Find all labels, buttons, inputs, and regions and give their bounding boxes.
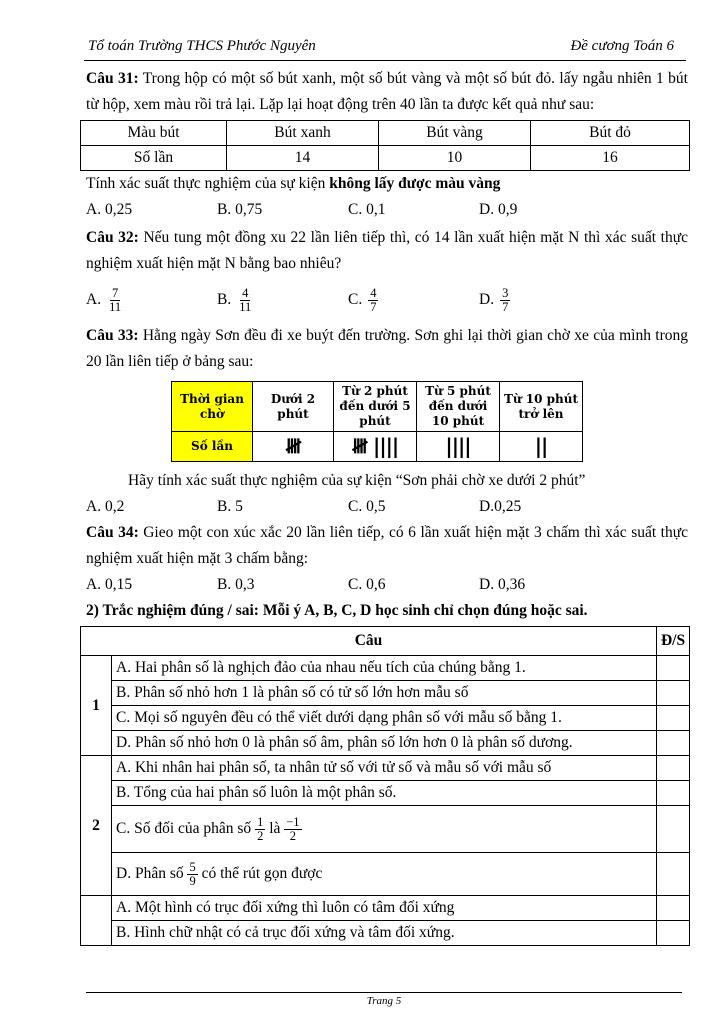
statement: A. Một hình có trục đối xứng thì luôn có tâm đối xứng <box>112 896 657 921</box>
q33-options <box>86 494 688 520</box>
option-d[interactable] <box>479 287 610 314</box>
option-b[interactable]: B. 0,3 <box>217 576 255 593</box>
q34-label: Câu 34: <box>86 524 139 541</box>
answer-cell[interactable] <box>657 781 690 806</box>
tally-cell: |||| <box>417 432 500 462</box>
q33-table-wrap <box>171 381 688 462</box>
table-row <box>81 656 690 681</box>
col-header-cau: Câu <box>81 627 657 656</box>
fraction-denominator: 11 <box>239 299 252 314</box>
question-33 <box>86 323 688 375</box>
statement <box>112 806 657 853</box>
fraction <box>368 287 378 314</box>
table-row <box>81 706 690 731</box>
option-d[interactable]: D. 0,9 <box>479 201 518 218</box>
fraction-numerator: 5 <box>189 859 196 874</box>
fraction-numerator: −1 <box>286 814 300 829</box>
q34-text: Gieo một con xúc xắc 20 lần liên tiếp, có 6 lần xuất hiện mặt 3 chấm thì xác suất thực nghiệm xuất hiện mặt 3 chấm bằng: <box>86 524 688 567</box>
fraction <box>284 816 301 843</box>
answer-cell[interactable] <box>657 706 690 731</box>
option-c[interactable]: C. 0,1 <box>348 201 386 218</box>
section-2-title-text: 2) Trắc nghiệm đúng / sai: Mỗi ý A, B, C, D học sinh chỉ chọn đúng hoặc sai. <box>86 602 588 619</box>
option-a[interactable]: A. 0,25 <box>86 201 133 218</box>
q32-text: Nếu tung một đồng xu 22 lần liên tiếp thì, có 14 lần xuất hiện mặt N thì xác suất thực nghiệm xuất hiện mặt N bằng bao nhiêu? <box>86 229 688 272</box>
table-row-label: Số lần <box>172 432 253 462</box>
table-cell: Bút đỏ <box>531 121 690 146</box>
option-c[interactable]: C. 0,6 <box>348 576 386 593</box>
fraction-denominator: 9 <box>189 873 196 888</box>
true-false-table <box>80 626 690 946</box>
tally-cell: || <box>500 432 583 462</box>
q31-label: Câu 31: <box>86 70 139 87</box>
answer-cell[interactable] <box>657 756 690 781</box>
table-row <box>81 806 690 853</box>
q34-options <box>86 572 688 598</box>
q33-question: Hãy tính xác suất thực nghiệm của sự kiện “Sơn phải chờ xe dưới 2 phút” <box>128 472 586 489</box>
table-header-cell: Từ 2 phút đến dưới 5 phút <box>334 382 417 432</box>
table-header-row <box>81 627 690 656</box>
q31-question-bold: không lấy được màu vàng <box>329 175 501 192</box>
table-row <box>81 896 690 921</box>
q31-options <box>86 197 688 223</box>
q31-text: Trong hộp có một số bút xanh, một số bút vàng và một số bút đỏ. lấy ngẫu nhiên 1 bút từ hộp, xem màu rồi trả lại. Lặp lại hoạt động trên 40 lần ta được kết quả như sau: <box>86 70 688 113</box>
answer-cell[interactable] <box>657 731 690 756</box>
fraction-denominator: 11 <box>109 299 122 314</box>
table-row <box>81 681 690 706</box>
table-cell: Màu bút <box>81 121 227 146</box>
option-d[interactable]: D. 0,36 <box>479 576 526 593</box>
fraction <box>500 287 510 314</box>
table-row <box>81 756 690 781</box>
option-b[interactable]: B. 0,75 <box>217 201 263 218</box>
option-letter: C. <box>348 291 363 308</box>
statement: C. Mọi số nguyên đều có thể viết dưới dạng phân số với mẫu số bằng 1. <box>112 706 657 731</box>
table-row <box>81 121 690 146</box>
table-row <box>172 382 583 432</box>
table-cell: 16 <box>531 146 690 171</box>
group-number: 2 <box>81 756 112 896</box>
option-b[interactable] <box>217 287 348 314</box>
table-cell: 10 <box>379 146 531 171</box>
statement-text: là <box>265 819 285 837</box>
fraction <box>255 816 265 843</box>
table-row <box>81 853 690 896</box>
answer-cell[interactable] <box>657 896 690 921</box>
statement: B. Phân số nhỏ hơn 1 là phân số có tử số lớn hơn mẫu số <box>112 681 657 706</box>
q31-question <box>86 171 688 197</box>
answer-cell[interactable] <box>657 853 690 896</box>
fraction <box>187 861 197 888</box>
statement <box>112 853 657 896</box>
fraction-numerator: 4 <box>242 285 249 300</box>
option-a[interactable]: A. 0,15 <box>86 576 133 593</box>
page-header <box>84 38 686 61</box>
answer-cell[interactable] <box>657 681 690 706</box>
q32-label: Câu 32: <box>86 229 139 246</box>
answer-cell[interactable] <box>657 921 690 946</box>
header-school: Tổ toán Trường THCS Phước Nguyên <box>88 38 316 54</box>
answer-cell[interactable] <box>657 806 690 853</box>
col-header-ds: Đ/S <box>657 627 690 656</box>
q33-table <box>171 381 583 462</box>
table-cell: Số lần <box>81 146 227 171</box>
group-number: 1 <box>81 656 112 756</box>
fraction-numerator: 3 <box>502 285 509 300</box>
statement: B. Tổng của hai phân số luôn là một phân số. <box>112 781 657 806</box>
tally-cell: 𝍸 <box>253 432 334 462</box>
statement-text: có thể rút gọn được <box>197 864 323 882</box>
header-title: Đề cương Toán 6 <box>570 38 674 54</box>
fraction-denominator: 7 <box>370 299 377 314</box>
group-number <box>81 896 112 946</box>
table-row <box>81 146 690 171</box>
q31-table <box>80 120 690 171</box>
table-cell: Bút xanh <box>227 121 379 146</box>
section-2-title <box>86 598 688 624</box>
question-34 <box>86 520 688 572</box>
question-32 <box>86 225 688 277</box>
option-b[interactable]: B. 5 <box>217 498 243 515</box>
fraction-numerator: 4 <box>370 285 377 300</box>
statement: D. Phân số nhỏ hơn 0 là phân số âm, phân số lớn hơn 0 là phân số dương. <box>112 731 657 756</box>
table-row <box>81 921 690 946</box>
tally-cell: 𝍸 |||| <box>334 432 417 462</box>
option-c[interactable] <box>348 287 479 314</box>
option-a[interactable]: A. 0,2 <box>86 498 125 515</box>
fraction <box>107 287 123 314</box>
fraction <box>237 287 253 314</box>
statement: B. Hình chữ nhật có cả trục đối xứng và tâm đối xứng. <box>112 921 657 946</box>
page-footer: Trang 5 <box>86 992 682 1007</box>
table-header-cell: Từ 5 phút đến dưới 10 phút <box>417 382 500 432</box>
table-row <box>81 781 690 806</box>
q33-text: Hằng ngày Sơn đều đi xe buýt đến trường. Sơn ghi lại thời gian chờ xe của mình trong 20 lần liên tiếp ở bảng sau: <box>86 327 688 370</box>
table-row <box>172 432 583 462</box>
fraction-denominator: 2 <box>289 828 297 843</box>
option-c[interactable]: C. 0,5 <box>348 498 386 515</box>
statement: A. Khi nhân hai phân số, ta nhân tử số với tử số và mẫu số với mẫu số <box>112 756 657 781</box>
option-letter: D. <box>479 291 495 308</box>
question-31 <box>86 66 688 118</box>
q31-question-text: Tính xác suất thực nghiệm của sự kiện <box>86 175 330 192</box>
fraction-numerator: 1 <box>257 814 264 829</box>
fraction-denominator: 2 <box>257 828 264 843</box>
table-header-cell: Thời gian chờ <box>172 382 253 432</box>
table-row <box>81 731 690 756</box>
option-a[interactable] <box>86 287 217 314</box>
option-letter: B. <box>217 291 232 308</box>
table-cell: 14 <box>227 146 379 171</box>
answer-cell[interactable] <box>657 656 690 681</box>
option-letter: A. <box>86 291 102 308</box>
q32-options <box>86 277 688 323</box>
statement: A. Hai phân số là nghịch đảo của nhau nếu tích của chúng bằng 1. <box>112 656 657 681</box>
fraction-numerator: 7 <box>111 285 119 300</box>
statement-text: D. Phân số <box>116 864 188 882</box>
table-header-cell: Dưới 2 phút <box>253 382 334 432</box>
table-header-cell: Từ 10 phút trở lên <box>500 382 583 432</box>
page-content <box>86 66 688 946</box>
table-cell: Bút vàng <box>379 121 531 146</box>
option-d[interactable]: D.0,25 <box>479 498 522 515</box>
q33-label: Câu 33: <box>86 327 139 344</box>
statement-text: C. Số đối của phân số <box>116 819 256 837</box>
fraction-denominator: 7 <box>502 299 509 314</box>
